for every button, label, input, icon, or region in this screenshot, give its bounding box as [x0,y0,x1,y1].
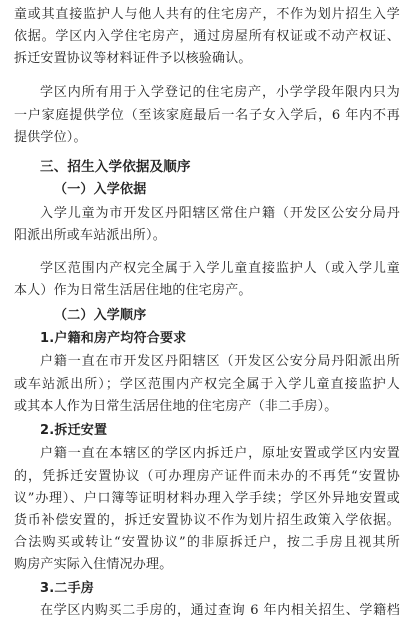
paragraph-line: 户籍一直在市开发区丹阳辖区（开发区公安分局丹阳派出所 [40,354,400,370]
subsection-heading: （二）入学顺序 [54,308,147,324]
paragraph-line: 合法购买或转让“安置协议”的非原拆迁户，按二手房且视其所 [14,534,400,550]
paragraph-line: 依据。学区内入学住宅房产，通过房屋所有权证或不动产权证、 [14,29,400,45]
subsection-heading: （一）入学依据 [54,182,147,198]
paragraph-line: 户籍一直在本辖区的学区内拆迁户，原址安置或学区内安置 [40,446,400,462]
item-heading: 2.拆迁安置 [40,422,108,438]
paragraph-line: 拆迁安置协议等材料证件予以核验确认。 [14,51,252,67]
paragraph-line: 或车站派出所）；学区范围内产权完全属于入学儿童直接监护人 [14,376,400,392]
paragraph-line: 议”办理）、户口簿等证明材料办理入学手续；学区外异地安置或 [14,490,400,506]
paragraph-line: 提供学位）。 [14,129,87,145]
item-heading: 3.二手房 [40,580,94,596]
paragraph-line: 在学区内购买二手房的，通过查询 6 年内相关招生、学籍档 [40,603,400,618]
paragraph-line: 一户家庭提供学位（至该家庭最后一名子女入学后，6 年内不再 [14,107,400,123]
section-heading: 三、招生入学依据及顺序 [40,158,191,175]
paragraph-line: 学区范围内产权完全属于入学儿童直接监护人（或入学儿童 [40,260,400,276]
paragraph-line: 购房产实际入住情况办理。 [14,557,173,572]
paragraph-line: 的，凭拆迁安置协议（可办理房产证件而未办的不再凭“安置协 [14,468,400,484]
paragraph-line: 入学儿童为市开发区丹阳辖区常住户籍（开发区公安分局丹 [40,206,400,222]
paragraph-line: 本人）作为日常生活居住地的住宅房产。 [14,282,252,298]
paragraph-line: 货币补偿安置的，拆迁安置协议不作为划片招生政策入学依据。 [14,512,400,528]
paragraph-line: 或其本人作为日常生活居住地的住宅房产（非二手房）。 [14,398,338,414]
item-heading: 1.户籍和房产均符合要求 [40,330,187,346]
paragraph-line: 阳派出所或车站派出所）。 [14,228,166,244]
paragraph-line: 学区内所有用于入学登记的住宅房产，小学学段年限内只为 [40,85,400,101]
paragraph-line: 童或其直接监护人与他人共有的住宅房产，不作为划片招生入学 [14,7,400,22]
